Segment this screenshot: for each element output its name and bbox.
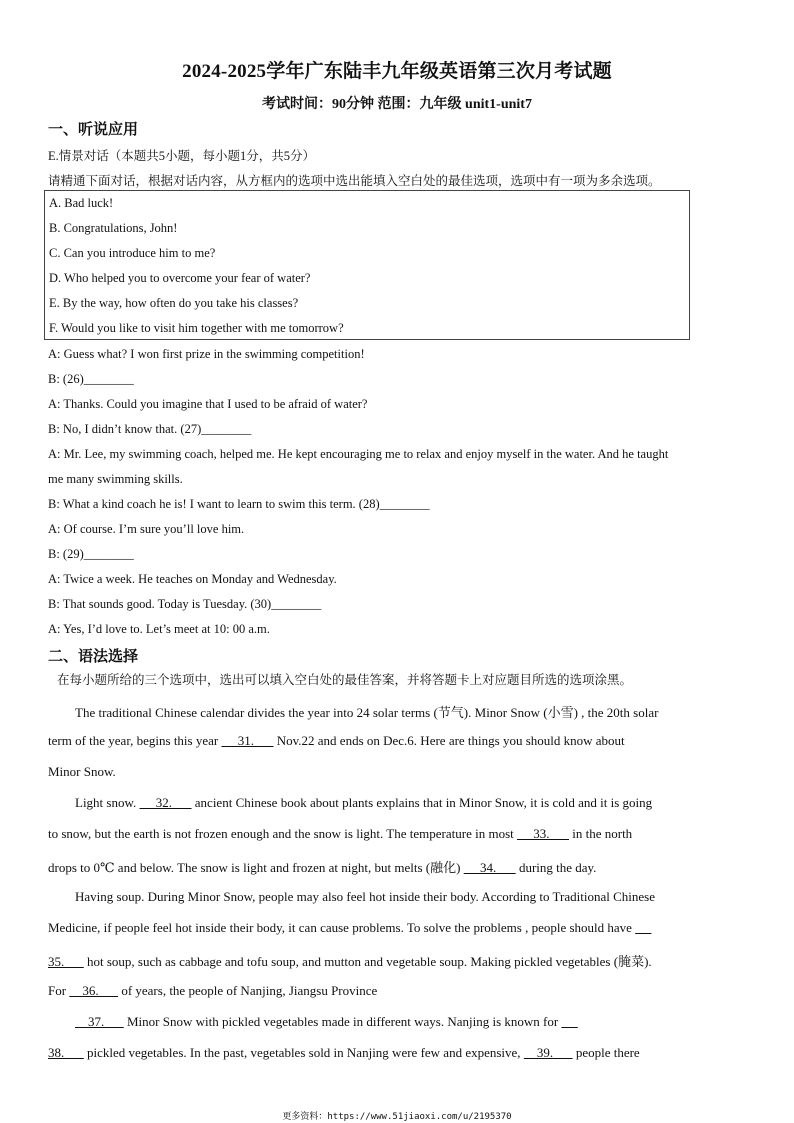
part-e-heading: E.情景对话（本题共5小题，每小题1分，共5分） — [48, 149, 316, 163]
options-box — [44, 190, 690, 340]
dialogue-line: A: Twice a week. He teaches on Monday and Wednesday. — [48, 572, 337, 586]
footer-link[interactable]: 更多资料：https://www.51jiaoxi.com/u/2195370 — [282, 1112, 512, 1122]
exam-info: 考试时间：90分钟 范围：九年级 unit1-unit7 — [262, 97, 532, 112]
option-c: C. Can you introduce him to me? — [49, 246, 216, 260]
blank-35-start — [635, 920, 651, 935]
passage-line: Having soup. During Minor Snow, people may also feel hot inside their body. According to Traditional Chinese — [75, 889, 655, 904]
passage-line: 38. pickled vegetables. In the past, vegetables sold in Nanjing were few and expensive, 39. people there — [48, 1045, 640, 1060]
dialogue-line: A: Mr. Lee, my swimming coach, helped me. He kept encouraging me to relax and enjoy myself in the water. And he taught — [48, 447, 669, 461]
blank-33: 33. — [517, 826, 569, 841]
option-b: B. Congratulations, John! — [49, 221, 178, 235]
passage-line: term of the year, begins this year 31. Nov.22 and ends on Dec.6. Here are things you should know about — [48, 733, 625, 748]
section-heading-grammar: 二、语法选择 — [48, 649, 139, 665]
dialogue-line: A: Guess what? I won first prize in the swimming competition! — [48, 347, 365, 361]
grammar-instruction: 在每小题所给的三个选项中，选出可以填入空白处的最佳答案，并将答题卡上对应题目所选的选项涂黑。 — [57, 673, 633, 687]
passage-line: The traditional Chinese calendar divides the year into 24 solar terms (节气). Minor Snow (小雪) , the 20th solar — [75, 705, 659, 720]
dialogue-line: me many swimming skills. — [48, 472, 183, 486]
dialogue-line: B: What a kind coach he is! I want to learn to swim this term. (28)________ — [48, 497, 430, 511]
blank-31: 31. — [221, 733, 274, 748]
dialogue-line: A: Thanks. Could you imagine that I used to be afraid of water? — [48, 397, 368, 411]
blank-39: 39. — [523, 1045, 573, 1060]
passage-line: 37. Minor Snow with pickled vegetables made in different ways. Nanjing is known for — [75, 1014, 578, 1030]
passage-line: Light snow. 32. ancient Chinese book about plants explains that in Minor Snow, it is cold and it is going — [75, 795, 653, 810]
option-f: F. Would you like to visit him together with me tomorrow? — [49, 321, 344, 335]
part-e-instruction: 请精通下面对话，根据对话内容，从方框内的选项中选出能填入空白处的最佳选项，选项中有一项为多余选项。 — [48, 174, 661, 188]
passage-line: For 36. of years, the people of Nanjing, Jiangsu Province — [48, 983, 378, 998]
dialogue-line: A: Of course. I’m sure you’ll love him. — [48, 522, 245, 536]
option-d: D. Who helped you to overcome your fear of water? — [49, 271, 311, 285]
passage-line: Minor Snow. — [48, 764, 116, 779]
blank-32: 32. — [139, 795, 192, 810]
blank-38-start — [561, 1014, 577, 1029]
blank-36: 36. — [69, 983, 119, 998]
blank-38: 38. — [48, 1045, 84, 1060]
dialogue-line: A: Yes, I’d love to. Let’s meet at 10: 00 a.m. — [48, 622, 270, 636]
dialogue-line: B: That sounds good. Today is Tuesday. (30)________ — [48, 597, 322, 611]
blank-35: 35. — [48, 954, 84, 969]
section-heading-listening: 一、听说应用 — [48, 122, 139, 138]
option-e: E. By the way, how often do you take his classes? — [49, 296, 299, 310]
passage-line: to snow, but the earth is not frozen enough and the snow is light. The temperature in most 33. in the north — [48, 826, 633, 841]
passage-line: 35. hot soup, such as cabbage and tofu soup, and mutton and vegetable soup. Making pickled vegetables (腌菜). — [48, 954, 652, 969]
blank-34: 34. — [463, 860, 516, 875]
passage-line: Medicine, if people feel hot inside their body, it can cause problems. To solve the problems , people should have — [48, 920, 651, 936]
dialogue-line: B: No, I didn’t know that. (27)________ — [48, 422, 252, 436]
blank-37: 37. — [75, 1014, 124, 1029]
dialogue-line: B: (26)________ — [48, 372, 134, 386]
dialogue-line: B: (29)________ — [48, 547, 134, 561]
page-title: 2024-2025学年广东陆丰九年级英语第三次月考试题 — [182, 61, 612, 82]
option-a: A. Bad luck! — [49, 196, 114, 210]
passage-line: drops to 0℃ and below. The snow is light and frozen at night, but melts (融化) 34. during the day. — [48, 860, 597, 875]
